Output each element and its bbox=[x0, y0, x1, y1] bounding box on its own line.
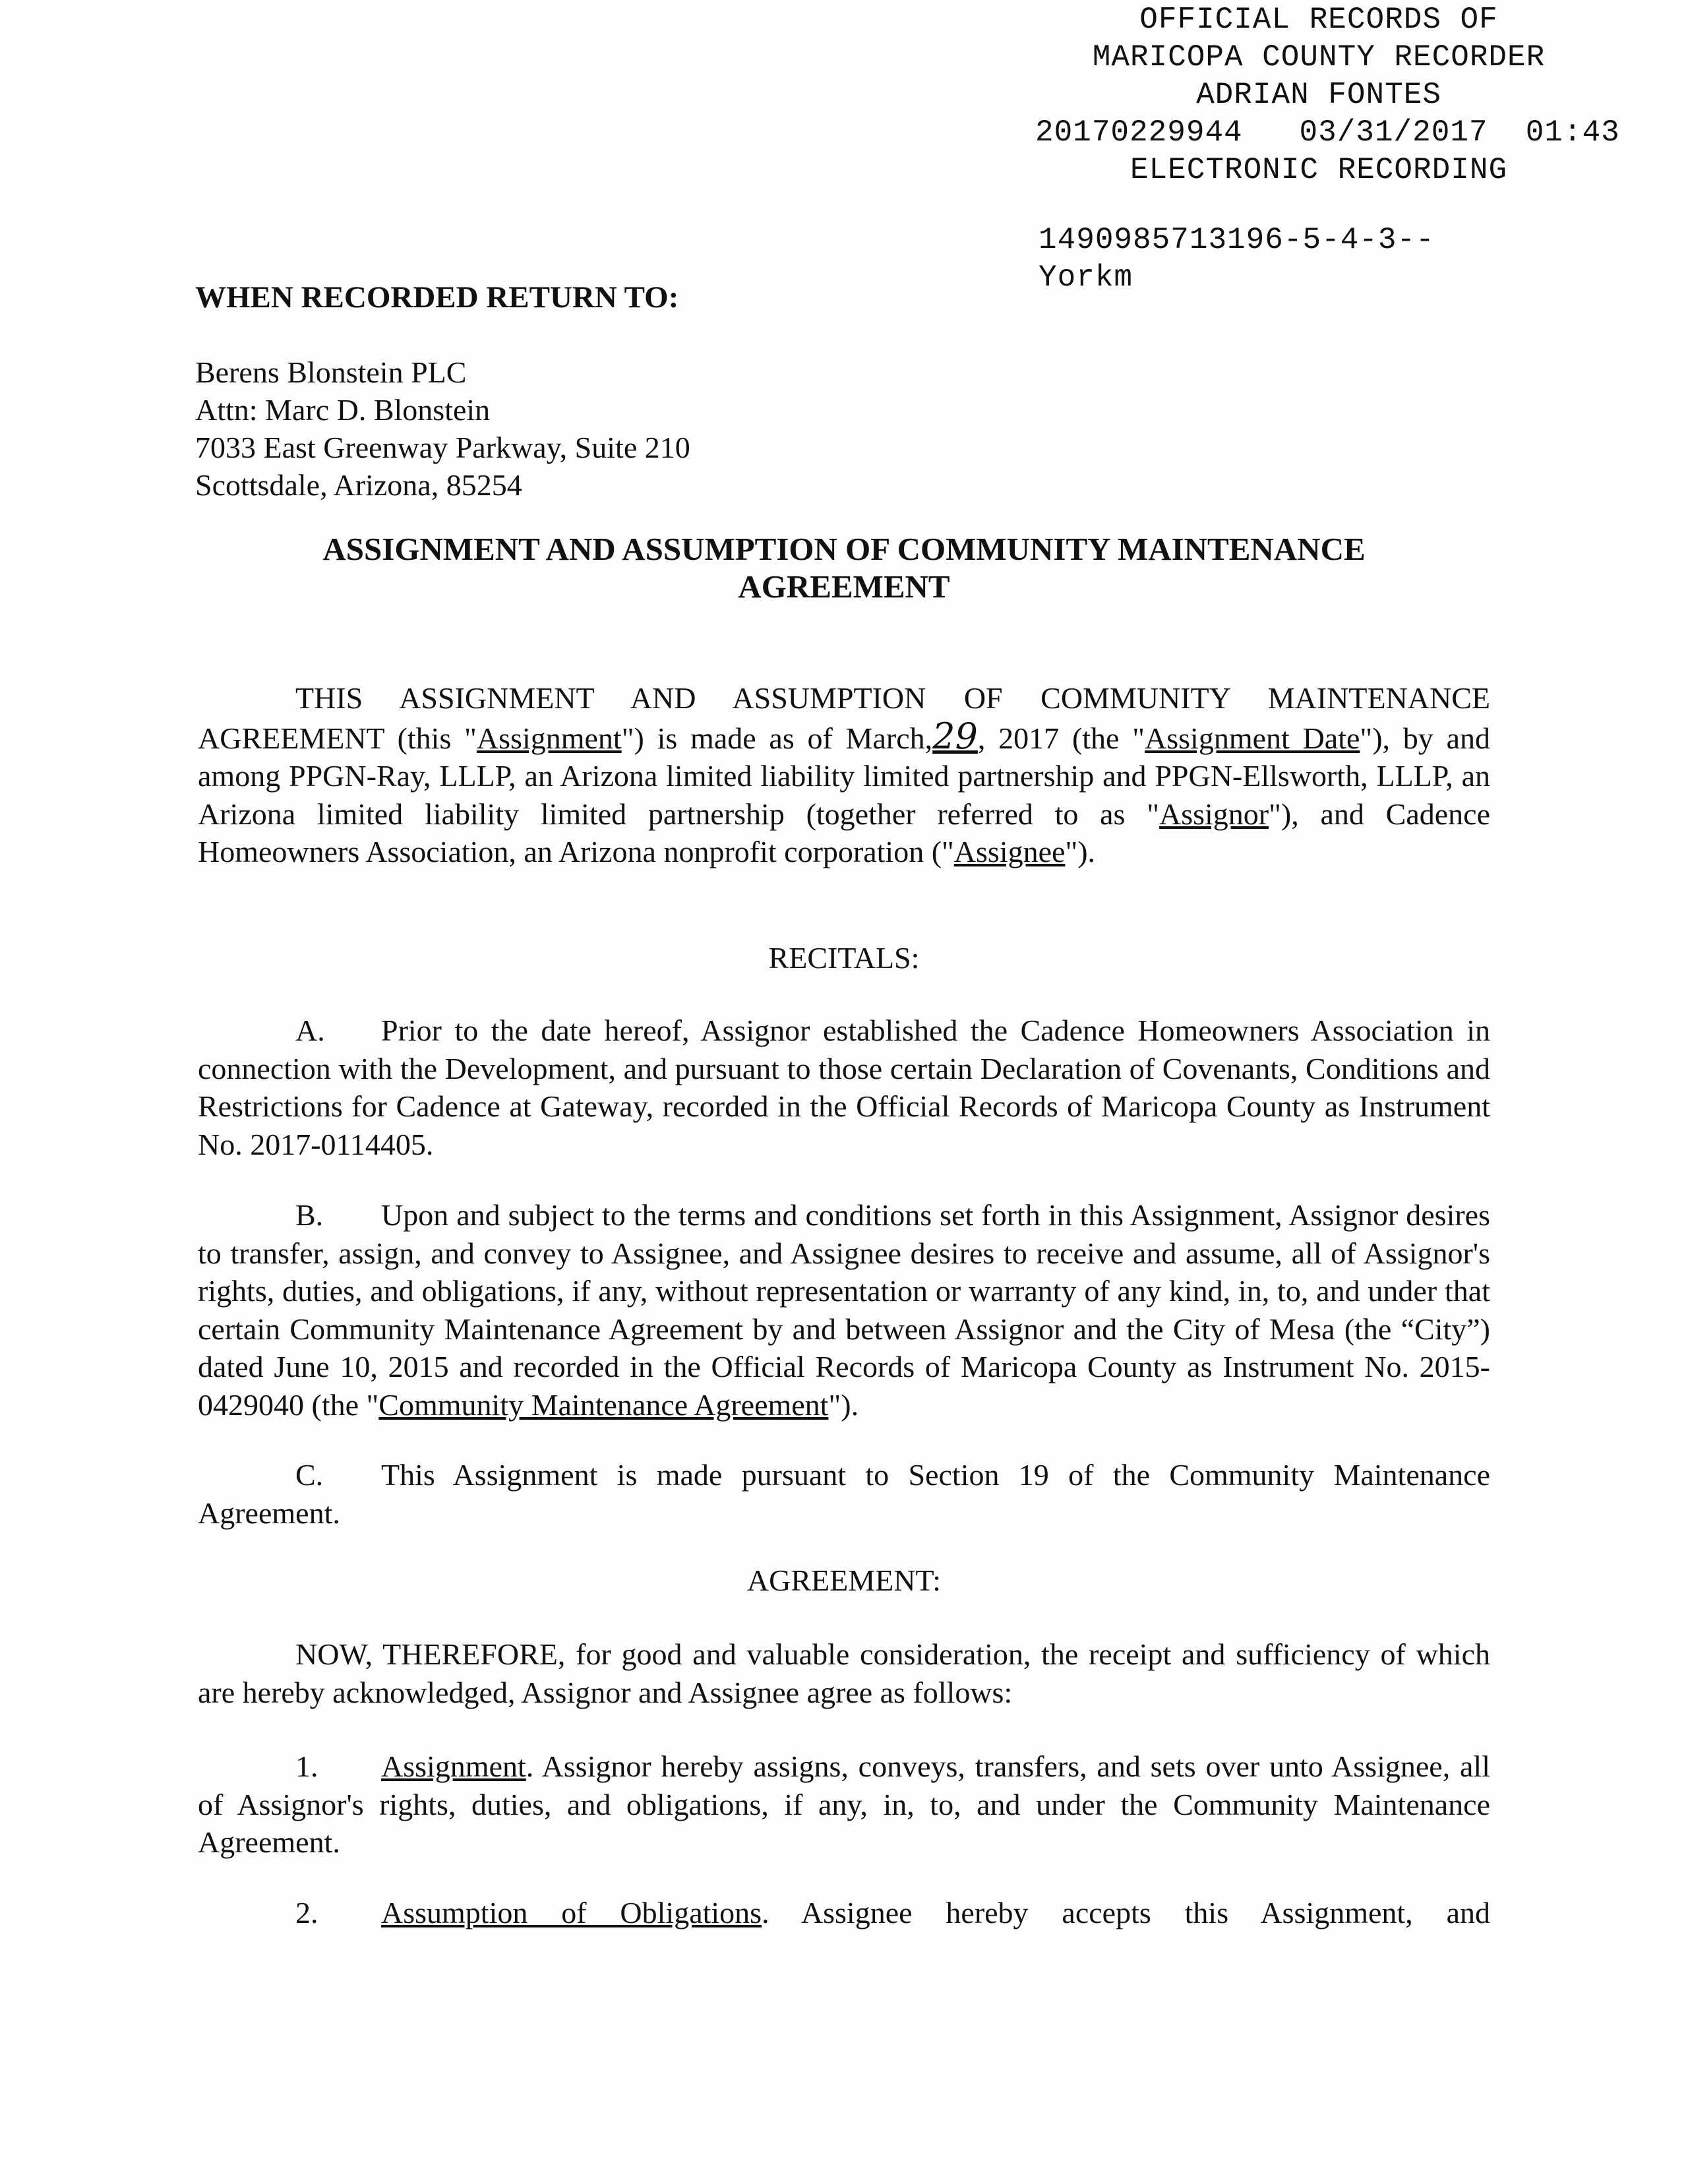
title-line-1: ASSIGNMENT AND ASSUMPTION OF COMMUNITY MAINTENANCE bbox=[322, 531, 1366, 567]
section-2-label: 2. bbox=[295, 1896, 318, 1929]
agreement-heading: AGREEMENT: bbox=[746, 1563, 942, 1597]
recital-a: A. Prior to the date hereof, Assignor established the Cadence Homeowners Association in connection with the Development, and pursuant to those certain Declaration of Covenants, Conditions and Restrictions for Cadence at Gateway, recorded in the Official Records of Maricopa County as Instrument No. 2017-0114405. bbox=[198, 1012, 1490, 1163]
recitals-heading: RECITALS: bbox=[768, 941, 920, 975]
defined-term-assignment: Assignment bbox=[476, 721, 622, 755]
defined-term-assignment-date: Assignment Date bbox=[1145, 721, 1360, 755]
section-1: 1. Assignment. Assignor hereby assigns, conveys, transfers, and sets over unto Assignee, all of Assignor's rights, duties, and obligations, if any, in, to, and under the Community Maintenance Agreement. bbox=[198, 1747, 1490, 1862]
stamp-doc-id-block bbox=[1039, 222, 1435, 297]
stamp-line-4 bbox=[1035, 114, 1662, 152]
handwritten-day: 29 bbox=[932, 715, 978, 757]
stamp-line-3: ADRIAN FONTES bbox=[1196, 78, 1441, 112]
return-address-line: Berens Blonstein PLC bbox=[195, 355, 467, 389]
stamp-doc-id: 1490985713196-5-4-3-- bbox=[1039, 223, 1435, 257]
return-address-line: Scottsdale, Arizona, 85254 bbox=[195, 468, 522, 502]
stamp-instrument-no: 20170229944 bbox=[1035, 115, 1243, 150]
title-line-2: AGREEMENT bbox=[738, 568, 950, 605]
recital-b: B. Upon and subject to the terms and conditions set forth in this Assignment, Assignor desires to transfer, assign, and convey to Assignee, and Assignee desires to receive and assume, all of Assignor's rights, duties, and obligations, if any, without representation or warranty of any kind, in, to, and under that certain Community Maintenance Agreement by and between Assignor and the City of Mesa (the “City”) dated June 10, 2015 and recorded in the Official Records of Maricopa County as Instrument No. 2015-0429040 (the "Community Maintenance Agreement"). bbox=[198, 1196, 1490, 1424]
return-to-heading: WHEN RECORDED RETURN TO: bbox=[195, 280, 679, 315]
return-address bbox=[195, 353, 690, 504]
recital-a-label: A. bbox=[295, 1014, 325, 1047]
recorder-stamp bbox=[1002, 0, 1662, 189]
recital-b-label: B. bbox=[295, 1198, 324, 1232]
section-2: 2. Assumption of Obligations. Assignee hereby accepts this Assignment, and bbox=[198, 1894, 1490, 1932]
defined-term-assignee: Assignee bbox=[953, 835, 1066, 868]
stamp-date: 03/31/2017 bbox=[1299, 115, 1488, 150]
section-2-title: Assumption of Obligations bbox=[381, 1896, 762, 1929]
document-title bbox=[198, 530, 1490, 605]
stamp-line-1: OFFICIAL RECORDS OF bbox=[1139, 3, 1498, 37]
stamp-time: 01:43 bbox=[1525, 115, 1620, 150]
defined-term-cma: Community Maintenance Agreement bbox=[378, 1387, 829, 1422]
now-therefore-paragraph: NOW, THEREFORE, for good and valuable consideration, the receipt and sufficiency of which are hereby acknowledged, Assignor and Assignee agree as follows: bbox=[198, 1637, 1490, 1709]
return-address-line: 7033 East Greenway Parkway, Suite 210 bbox=[195, 431, 690, 464]
stamp-clerk: Yorkm bbox=[1039, 260, 1133, 295]
stamp-line-2: MARICOPA COUNTY RECORDER bbox=[1092, 40, 1546, 75]
stamp-line-5: ELECTRONIC RECORDING bbox=[1130, 153, 1508, 187]
return-address-line: Attn: Marc D. Blonstein bbox=[195, 393, 491, 427]
recital-c-label: C. bbox=[295, 1458, 324, 1492]
defined-term-assignor: Assignor bbox=[1159, 797, 1269, 831]
section-1-label: 1. bbox=[295, 1749, 318, 1783]
section-1-title: Assignment bbox=[381, 1749, 526, 1783]
recital-c: C. This Assignment is made pursuant to Section 19 of the Community Maintenance Agreement. bbox=[198, 1456, 1490, 1532]
intro-paragraph: THIS ASSIGNMENT AND ASSUMPTION OF COMMUNITY MAINTENANCE AGREEMENT (this "Assignment") is made as of March,29, 2017 (the "Assignment Date"), by and among PPGN-Ray, LLLP, an Arizona limited liability limited partnership and PPGN-Ellsworth, LLLP, an Arizona limited liability limited partnership (together referred to as "Assignor"), and Cadence Homeowners Association, an Arizona nonprofit corporation ("Assignee"). bbox=[198, 681, 1490, 868]
